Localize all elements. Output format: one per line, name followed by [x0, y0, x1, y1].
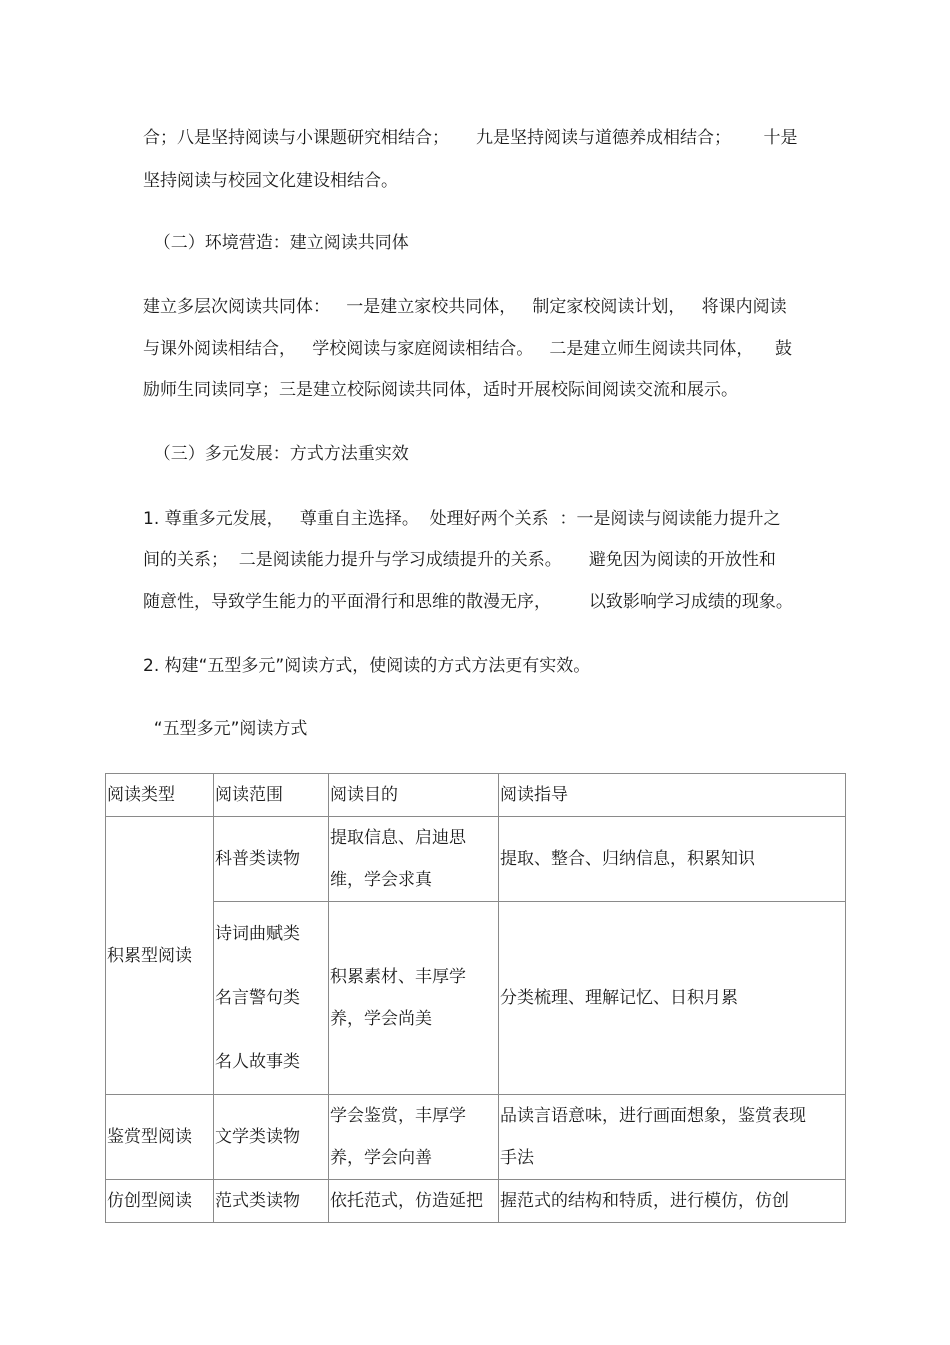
table-caption: “五型多元”阅读方式: [143, 719, 308, 739]
table-row: [106, 1180, 846, 1223]
paragraph-line: 1. 尊重多元发展， 尊重自主选择。 处理好两个关系 ：一是阅读与阅读能力提升之: [143, 509, 781, 529]
paragraph-line: 励师生同读同享；三是建立校际阅读共同体，适时开展校际间阅读交流和展示。: [143, 380, 738, 400]
section-heading: （三）多元发展：方式方法重实效: [143, 444, 409, 464]
paragraph-line: 合；八是坚持阅读与小课题研究相结合； 九是坚持阅读与道德养成相结合； 十是: [143, 128, 798, 148]
cell-line: 学会鉴赏，丰厚学: [330, 1106, 466, 1126]
table-cell: 范式类读物: [214, 1180, 329, 1223]
cell-line: 维，学会求真: [330, 870, 432, 890]
table-cell: 文学类读物: [214, 1095, 329, 1180]
table-cell: 仿创型阅读: [106, 1180, 214, 1223]
paragraph-line: 坚持阅读与校园文化建设相结合。: [143, 171, 398, 191]
paragraph-line: 与课外阅读相结合， 学校阅读与家庭阅读相结合。 二是建立师生阅读共同体， 鼓: [143, 339, 793, 359]
table-cell: [329, 902, 499, 1095]
paragraph-line: 2. 构建“五型多元”阅读方式，使阅读的方式方法更有实效。: [143, 656, 591, 676]
table-cell: [214, 902, 329, 1095]
paragraph-line: 间的关系； 二是阅读能力提升与学习成绩提升的关系。 避免因为阅读的开放性和: [143, 550, 776, 570]
cell-line: 养，学会尚美: [330, 1009, 432, 1029]
table-cell: 科普类读物: [214, 817, 329, 902]
cell-line: 提取信息、启迪思: [330, 828, 466, 848]
table-cell: 握范式的结构和特质，进行模仿，仿创: [499, 1180, 846, 1223]
cell-line: 积累素材、丰厚学: [330, 967, 466, 987]
reading-methods-table: [105, 773, 846, 1223]
cell-line: 名人故事类: [215, 1052, 300, 1072]
header-cell: 阅读指导: [499, 774, 846, 817]
section-heading: （二）环境营造：建立阅读共同体: [143, 233, 409, 253]
table-row: [106, 817, 846, 902]
table-cell: [329, 1095, 499, 1180]
table-cell: 分类梳理、理解记忆、日积月累: [499, 902, 846, 1095]
header-cell: 阅读范围: [214, 774, 329, 817]
table-cell: 鉴赏型阅读: [106, 1095, 214, 1180]
cell-line: 品读言语意味，进行画面想象，鉴赏表现: [500, 1106, 806, 1126]
table-cell: [329, 817, 499, 902]
table-cell: 依托范式，仿造延把: [329, 1180, 499, 1223]
table-header-row: [106, 774, 846, 817]
header-cell: 阅读类型: [106, 774, 214, 817]
table-row: [106, 902, 846, 1095]
cell-line: 名言警句类: [215, 988, 300, 1008]
cell-line: 手法: [500, 1148, 534, 1168]
cell-line: 诗词曲赋类: [215, 924, 300, 944]
paragraph-line: 建立多层次阅读共同体： 一是建立家校共同体， 制定家校阅读计划， 将课内阅读: [143, 297, 787, 317]
header-cell: 阅读目的: [329, 774, 499, 817]
cell-line: 养，学会向善: [330, 1148, 432, 1168]
table-cell: 提取、整合、归纳信息，积累知识: [499, 817, 846, 902]
table-cell: [499, 1095, 846, 1180]
paragraph-line: 随意性，导致学生能力的平面滑行和思维的散漫无序， 以致影响学习成绩的现象。: [143, 592, 793, 612]
table-row: [106, 1095, 846, 1180]
table-cell: 积累型阅读: [106, 817, 214, 1095]
